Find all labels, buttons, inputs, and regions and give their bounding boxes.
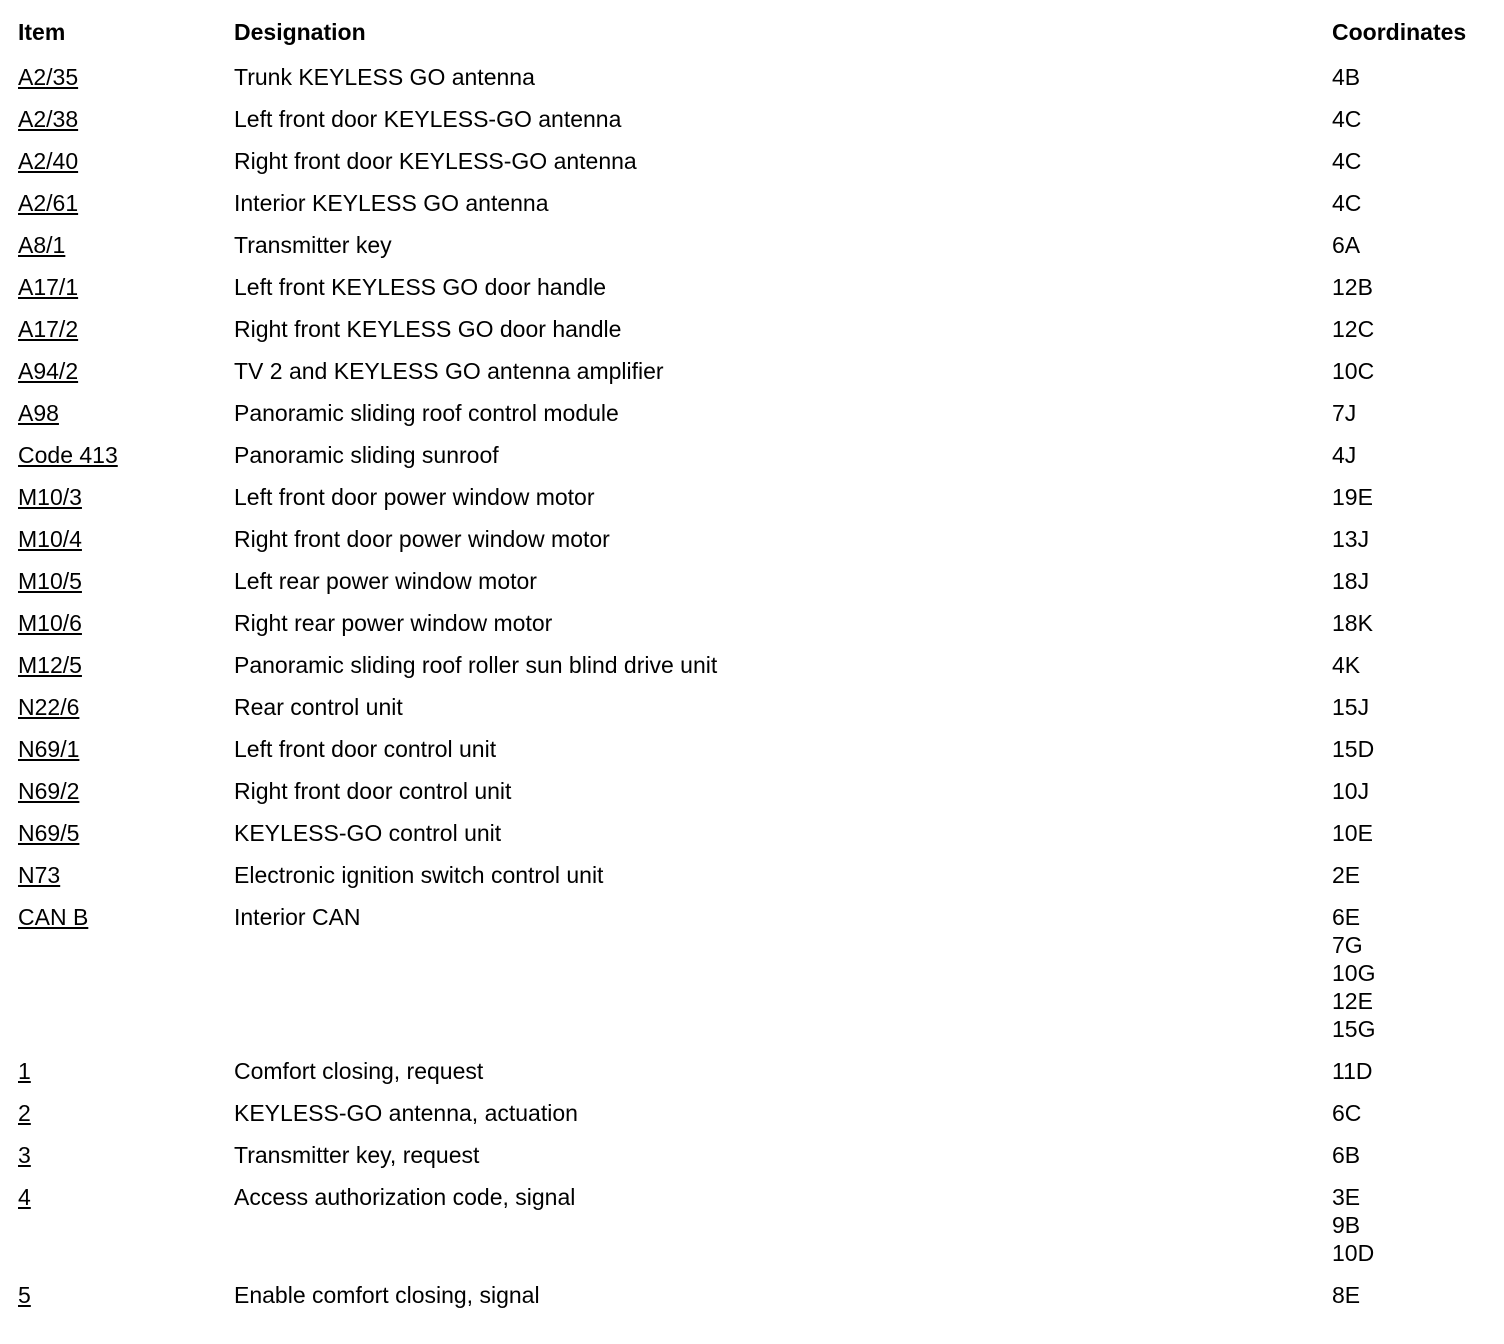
coordinate-value: 7J [1332,400,1357,426]
designation-cell: Left front KEYLESS GO door handle [234,274,607,300]
table-row [18,217,1488,259]
coordinates-cell [1332,721,1488,763]
table-row [18,91,1488,133]
coordinates-cell [1332,637,1488,679]
item-link[interactable]: 5 [18,1282,31,1308]
table-row [18,1043,1488,1085]
designation-cell: Panoramic sliding roof control module [234,400,619,426]
coordinate-value: 15D [1332,736,1375,762]
coordinate-value: 4C [1332,148,1362,174]
table-row [18,595,1488,637]
item-link[interactable]: A17/1 [18,274,79,300]
legend-table [18,18,1488,1309]
coordinates-cell [1332,805,1488,847]
designation-cell: Interior CAN [234,904,361,930]
item-cell [18,385,234,427]
designation-cell: Right front KEYLESS GO door handle [234,316,622,342]
item-cell [18,637,234,679]
table-row [18,763,1488,805]
table-row [18,511,1488,553]
item-cell [18,847,234,889]
coordinate-value: 4J [1332,442,1357,468]
item-link[interactable]: M10/3 [18,484,82,510]
item-link[interactable]: M10/6 [18,610,82,636]
designation-cell: Left rear power window motor [234,568,537,594]
coordinate-value: 12E [1332,988,1373,1014]
item-cell [18,721,234,763]
item-link[interactable]: Code 413 [18,442,118,468]
designation-cell: Panoramic sliding sunroof [234,442,499,468]
coordinates-cell [1332,49,1488,91]
coordinate-value: 4K [1332,652,1361,678]
table-row [18,49,1488,91]
item-cell [18,553,234,595]
item-cell [18,595,234,637]
coordinate-value: 11D [1332,1058,1373,1084]
designation-cell: Right front door control unit [234,778,512,804]
coordinate-value: 15G [1332,1016,1376,1042]
coordinate-value: 4B [1332,64,1361,90]
table-row [18,301,1488,343]
table-row [18,805,1488,847]
coordinates-cell [1332,343,1488,385]
item-link[interactable]: A8/1 [18,232,66,258]
designation-cell: KEYLESS-GO antenna, actuation [234,1100,578,1126]
coordinate-value: 6A [1332,232,1361,258]
table-row [18,469,1488,511]
designation-cell: Electronic ignition switch control unit [234,862,604,888]
coordinates-cell [1332,217,1488,259]
item-link[interactable]: 4 [18,1184,31,1210]
coordinates-cell [1332,385,1488,427]
coordinate-value: 6E [1332,904,1361,930]
item-link[interactable]: A2/38 [18,106,79,132]
coordinate-value: 15J [1332,694,1370,720]
item-link[interactable]: N73 [18,862,61,888]
table-row [18,637,1488,679]
coordinate-value: 6C [1332,1100,1362,1126]
item-cell [18,1169,234,1267]
designation-cell: Left front door KEYLESS-GO antenna [234,106,622,132]
coordinate-value: 3E [1332,1184,1361,1210]
item-cell [18,343,234,385]
item-cell [18,1085,234,1127]
item-link[interactable]: A17/2 [18,316,79,342]
coordinates-cell [1332,91,1488,133]
coordinates-cell [1332,511,1488,553]
coordinate-value: 8E [1332,1282,1361,1308]
coordinate-value: 19E [1332,484,1373,510]
table-row [18,889,1488,1043]
coordinate-value: 4C [1332,106,1362,132]
designation-cell: Rear control unit [234,694,403,720]
coordinates-cell [1332,1043,1488,1085]
item-link[interactable]: M10/5 [18,568,82,594]
designation-cell: Panoramic sliding roof roller sun blind drive unit [234,652,718,678]
coordinates-cell [1332,595,1488,637]
item-cell [18,763,234,805]
coordinate-value: 10J [1332,778,1370,804]
coordinates-cell [1332,259,1488,301]
coordinate-value: 2E [1332,862,1361,888]
item-cell [18,679,234,721]
item-cell [18,217,234,259]
table-row [18,679,1488,721]
item-column-header: Item [18,19,66,45]
item-cell [18,427,234,469]
item-link[interactable]: A2/35 [18,64,79,90]
table-row [18,259,1488,301]
coordinates-cell [1332,1085,1488,1127]
item-link[interactable]: M12/5 [18,652,82,678]
coordinate-value: 10G [1332,960,1376,986]
coordinates-cell [1332,427,1488,469]
designation-cell: Access authorization code, signal [234,1184,576,1210]
coordinate-value: 4C [1332,190,1362,216]
item-link[interactable]: 2 [18,1100,31,1126]
item-link[interactable]: CAN B [18,904,89,930]
designation-cell: Transmitter key [234,232,392,258]
coordinate-value: 18K [1332,610,1373,636]
coordinate-value: 10E [1332,820,1373,846]
item-link[interactable]: A2/40 [18,148,79,174]
designation-cell: Trunk KEYLESS GO antenna [234,64,535,90]
coordinates-cell [1332,1267,1488,1309]
designation-cell: Comfort closing, request [234,1058,484,1084]
designation-cell: Transmitter key, request [234,1142,480,1168]
table-row [18,133,1488,175]
coordinate-value: 10C [1332,358,1375,384]
table-row [18,553,1488,595]
table-row [18,427,1488,469]
item-link[interactable]: 1 [18,1058,31,1084]
coordinates-cell [1332,763,1488,805]
coordinate-value: 7G [1332,932,1363,958]
item-link[interactable]: A2/61 [18,190,79,216]
table-row [18,343,1488,385]
table-row [18,385,1488,427]
designation-cell: Left front door power window motor [234,484,595,510]
item-link[interactable]: N69/1 [18,736,80,762]
coordinate-value: 12C [1332,316,1375,342]
item-link[interactable]: A98 [18,400,59,426]
table-row [18,1267,1488,1309]
item-link[interactable]: N69/5 [18,820,80,846]
table-row [18,721,1488,763]
coordinates-cell [1332,1169,1488,1267]
table-row [18,1169,1488,1267]
designation-cell: KEYLESS-GO control unit [234,820,502,846]
item-link[interactable]: N22/6 [18,694,80,720]
coordinates-cell [1332,847,1488,889]
table-row [18,1127,1488,1169]
item-cell [18,805,234,847]
item-cell [18,1267,234,1309]
coordinates-column-header: Coordinates [1332,19,1467,45]
designation-cell: TV 2 and KEYLESS GO antenna amplifier [234,358,664,384]
coordinates-cell [1332,301,1488,343]
coordinate-value: 18J [1332,568,1370,594]
item-cell [18,1127,234,1169]
designation-cell: Right front door KEYLESS-GO antenna [234,148,637,174]
coordinate-value: 10D [1332,1240,1375,1266]
coordinates-cell [1332,175,1488,217]
header-row [18,18,1488,49]
legend-body [18,49,1488,1309]
item-cell [18,49,234,91]
coordinates-cell [1332,553,1488,595]
coordinates-cell [1332,889,1488,1043]
designation-cell: Left front door control unit [234,736,497,762]
designation-column-header: Designation [234,19,366,45]
designation-cell: Interior KEYLESS GO antenna [234,190,549,216]
coordinate-value: 9B [1332,1212,1361,1238]
item-cell [18,511,234,553]
coordinates-cell [1332,1127,1488,1169]
designation-cell: Enable comfort closing, signal [234,1282,540,1308]
item-cell [18,91,234,133]
item-link[interactable]: N69/2 [18,778,80,804]
designation-cell: Right front door power window motor [234,526,610,552]
item-cell [18,301,234,343]
item-link[interactable]: M10/4 [18,526,82,552]
item-cell [18,133,234,175]
coordinate-value: 13J [1332,526,1370,552]
coordinates-cell [1332,679,1488,721]
item-cell [18,1043,234,1085]
item-cell [18,469,234,511]
table-row [18,175,1488,217]
table-row [18,847,1488,889]
item-link[interactable]: A94/2 [18,358,79,384]
coordinates-cell [1332,469,1488,511]
coordinates-cell [1332,133,1488,175]
item-cell [18,889,234,1043]
designation-cell: Right rear power window motor [234,610,553,636]
item-cell [18,175,234,217]
item-cell [18,259,234,301]
coordinate-value: 6B [1332,1142,1361,1168]
table-row [18,1085,1488,1127]
coordinate-value: 12B [1332,274,1373,300]
item-link[interactable]: 3 [18,1142,31,1168]
